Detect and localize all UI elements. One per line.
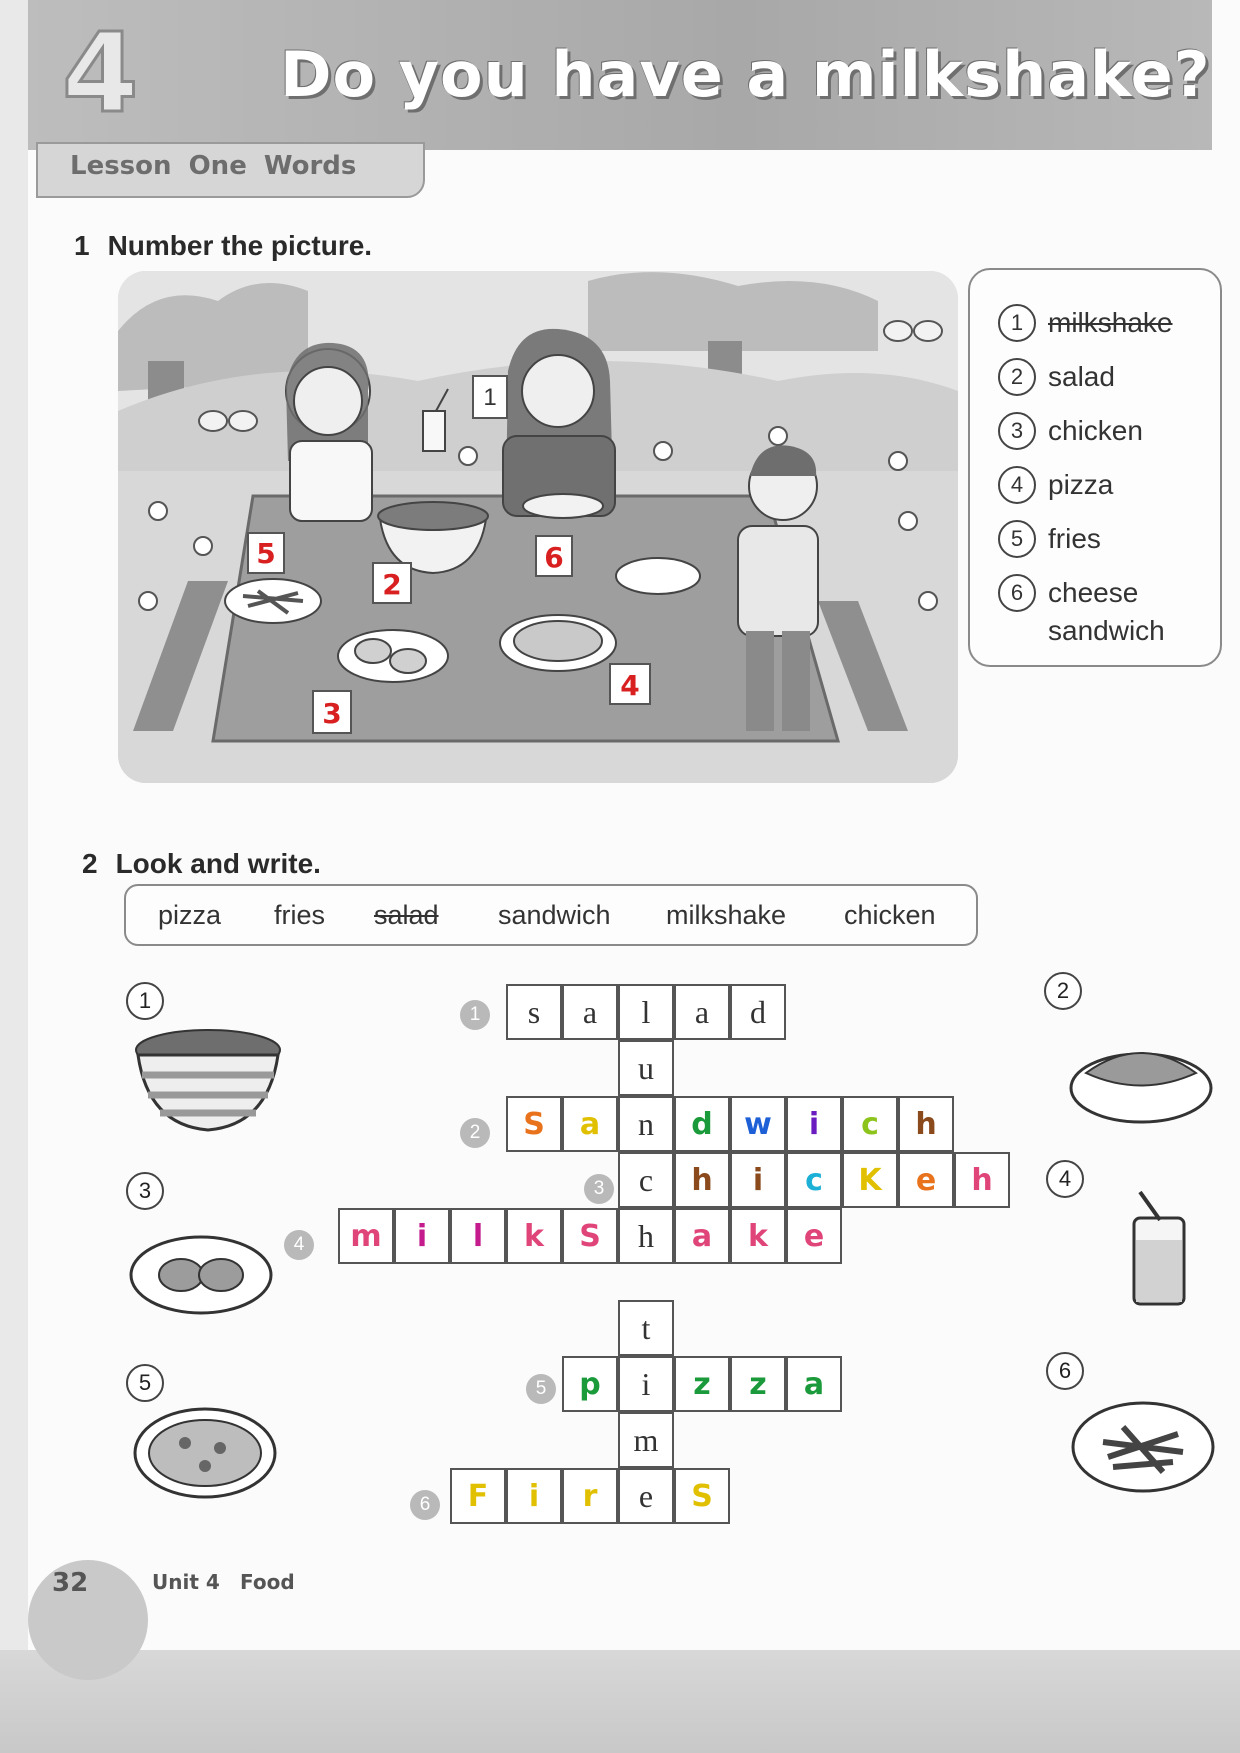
tag-text-5: 5 [256,537,276,570]
scan-bottom-shadow [0,1650,1240,1753]
item-number: 4 [998,466,1036,504]
item-number: 6 [998,574,1036,612]
crossword-cell-handwritten[interactable]: c [842,1096,898,1152]
crossword-cell-handwritten[interactable]: S [506,1096,562,1152]
word-list-item [998,358,1115,396]
crossword-cell-handwritten[interactable]: h [898,1096,954,1152]
chicken-plate [338,630,448,682]
item-word: cheese sandwich [1048,577,1165,646]
girl-with-sandwich [503,329,615,518]
scan-left-edge [0,0,29,1650]
picnic-illustration [118,271,958,783]
crossword-cell[interactable]: i [618,1356,674,1412]
crossword-cell-handwritten[interactable]: a [674,1208,730,1264]
crossword-cell-handwritten[interactable]: i [786,1096,842,1152]
picture-number: 2 [1044,972,1082,1010]
picture-number: 3 [126,1172,164,1210]
crossword-cell[interactable]: m [618,1412,674,1468]
tag-text-2: 2 [382,568,402,601]
salad-picture [128,1020,288,1140]
crossword-cell-handwritten[interactable]: a [786,1356,842,1412]
word-list-item [998,520,1101,558]
crossword-clue-number: 6 [410,1490,440,1520]
tag-text-6: 6 [544,541,564,574]
crossword-clue-number: 3 [584,1174,614,1204]
crossword-cell-handwritten[interactable]: F [450,1468,506,1524]
word-bank-item: milkshake [666,900,787,930]
picture-number: 4 [1046,1160,1084,1198]
crossword-cell[interactable]: e [618,1468,674,1524]
tag-text-3: 3 [322,697,342,730]
item-word: salad [1048,361,1115,392]
crossword-cell[interactable]: n [618,1096,674,1152]
item-number: 2 [998,358,1036,396]
crossword-cell[interactable]: l [618,984,674,1040]
crossword-cell-handwritten[interactable]: i [394,1208,450,1264]
picnic-scene-drawing [118,271,958,783]
crossword-cell-handwritten[interactable]: z [674,1356,730,1412]
milkshake-picture [1120,1190,1200,1310]
crossword-cell-handwritten[interactable]: e [898,1152,954,1208]
exercise-number: 2 [82,848,98,879]
crossword-cell-handwritten[interactable]: w [730,1096,786,1152]
crossword-cell[interactable]: a [562,984,618,1040]
crossword-cell-handwritten[interactable]: S [562,1208,618,1264]
crossword-cell-handwritten[interactable]: k [506,1208,562,1264]
word-bank-item: fries [274,900,326,930]
crossword-cell-handwritten[interactable]: S [674,1468,730,1524]
item-number: 5 [998,520,1036,558]
pizza-picture [130,1398,280,1508]
crossword-cell-handwritten[interactable]: e [786,1208,842,1264]
picture-number: 1 [126,982,164,1020]
word-list-item [998,304,1172,342]
crossword-cell[interactable]: s [506,984,562,1040]
item-word: milkshake [1048,307,1173,338]
word-bank-item: sandwich [498,900,611,930]
exercise-1-heading [74,230,372,262]
word-list-item [998,466,1113,504]
crossword-cell-handwritten[interactable]: r [562,1468,618,1524]
item-word: fries [1048,523,1101,554]
crossword-cell-handwritten[interactable]: z [730,1356,786,1412]
crossword-cell-handwritten[interactable]: a [562,1096,618,1152]
exercise-instruction: Number the picture. [107,230,373,261]
crossword-cell[interactable]: c [618,1152,674,1208]
sandwich-picture [1066,1018,1216,1128]
crossword-cell-handwritten[interactable]: i [730,1152,786,1208]
page-title: Do you have a milkshake? [280,38,1211,111]
footer-topic: Food [240,1570,295,1594]
item-word: chicken [1048,415,1143,446]
unit-number: 4 [62,9,139,137]
crossword-cell-handwritten[interactable]: i [506,1468,562,1524]
fries-plate [225,579,321,623]
crossword-clue-number: 1 [460,1000,490,1030]
lesson-label: Lesson One Words [70,151,357,181]
crossword-cell[interactable]: h [618,1208,674,1264]
crossword-cell-handwritten[interactable]: k [730,1208,786,1264]
crossword-cell[interactable]: a [674,984,730,1040]
crossword-cell-handwritten[interactable]: c [786,1152,842,1208]
crossword-cell-handwritten[interactable]: m [338,1208,394,1264]
word-bank-item: salad [374,900,439,930]
chicken-picture [126,1220,276,1320]
item-number: 1 [998,304,1036,342]
picture-number: 5 [126,1364,164,1402]
item-number: 3 [998,412,1036,450]
picture-number: 6 [1046,1352,1084,1390]
tag-text-4: 4 [620,669,640,702]
exercise-number: 1 [74,230,90,261]
word-list-item [998,574,1168,650]
item-word: pizza [1048,469,1114,500]
fries-picture [1068,1392,1218,1502]
crossword-cell[interactable]: t [618,1300,674,1356]
picture-tag [473,376,507,418]
crossword-cell-handwritten[interactable]: l [450,1208,506,1264]
crossword-clue-number: 2 [460,1118,490,1148]
word-bank-item: chicken [844,900,936,930]
exercise-instruction: Look and write. [115,848,321,879]
crossword-cell-handwritten[interactable]: h [954,1152,1010,1208]
page-number: 32 [52,1568,89,1598]
crossword-cell-handwritten[interactable]: p [562,1356,618,1412]
crossword-cell[interactable]: u [618,1040,674,1096]
crossword-cell-handwritten[interactable]: h [674,1152,730,1208]
crossword-cell-handwritten[interactable]: d [674,1096,730,1152]
footer-unit-label: Unit 4 [152,1570,220,1594]
crossword-cell[interactable]: d [730,984,786,1040]
word-list-box [968,268,1222,667]
crossword-clue-number: 5 [526,1374,556,1404]
crossword-cell-handwritten[interactable]: K [842,1152,898,1208]
exercise-2-heading [82,848,321,880]
pizza-plate [500,615,616,671]
crossword-clue-number: 4 [284,1230,314,1260]
word-list-item [998,412,1143,450]
word-bank [124,884,978,946]
tag-text-1: 1 [483,384,497,411]
word-bank-item: pizza [158,900,222,930]
